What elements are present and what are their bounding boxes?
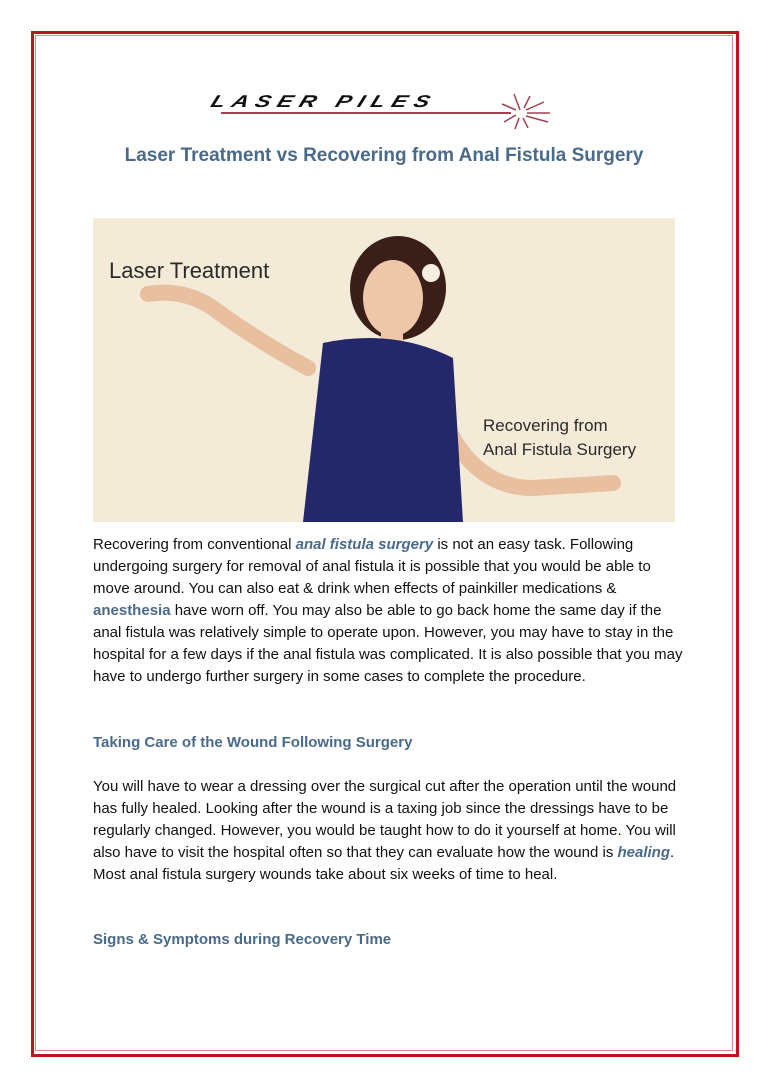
anesthesia-link[interactable]: anesthesia [93, 602, 171, 619]
woman-figure-illustration [93, 218, 675, 522]
paragraph-recovery [93, 534, 683, 688]
hero-image [93, 218, 675, 522]
text: is not an easy task. Following undergoing surgery for removal of anal fistula it is possible that you would be able to move around. You can also eat & drink when effects of painkiller medications & [93, 536, 651, 597]
logo-underline [221, 112, 511, 114]
laser-burst-icon [500, 92, 555, 130]
paragraph-wound-care [93, 776, 683, 886]
heading-symptoms: Signs & Symptoms during Recovery Time [93, 931, 392, 948]
healing-link[interactable]: healing [617, 844, 671, 861]
text: Recovering from conventional [93, 536, 296, 553]
heading-wound-care: Taking Care of the Wound Following Surgery [93, 734, 413, 751]
laser-piles-logo [208, 92, 555, 132]
document-title: Laser Treatment vs Recovering from Anal Fistula Surgery [124, 145, 644, 166]
text: You will have to wear a dressing over the surgical cut after the operation until the wound has fully healed. Looking after the wound is a taxing job since the dressings have to be regularly changed. However, you would be taught how to do it yourself at home. You will also have to visit the hospital often so that they can evaluate how the wound is [93, 778, 677, 861]
hero-left-label: Laser Treatment [109, 258, 270, 283]
hero-right-label-line2: Anal Fistula Surgery [483, 440, 637, 459]
hero-right-label-line1: Recovering from [483, 416, 608, 435]
anal-fistula-surgery-link[interactable]: anal fistula surgery [295, 536, 434, 553]
text: have worn off. You may also be able to go back home the same day if the anal fistula was relatively simple to operate upon. However, you may have to stay in the hospital for a few days if the anal fistula was complicated. It is also possible that you may have to undergo further surgery in some cases to complete the procedure. [93, 602, 683, 685]
logo-text: LASER PILES [208, 92, 440, 111]
text: . Most anal fistula surgery wounds take about six weeks of time to heal. [93, 844, 675, 883]
